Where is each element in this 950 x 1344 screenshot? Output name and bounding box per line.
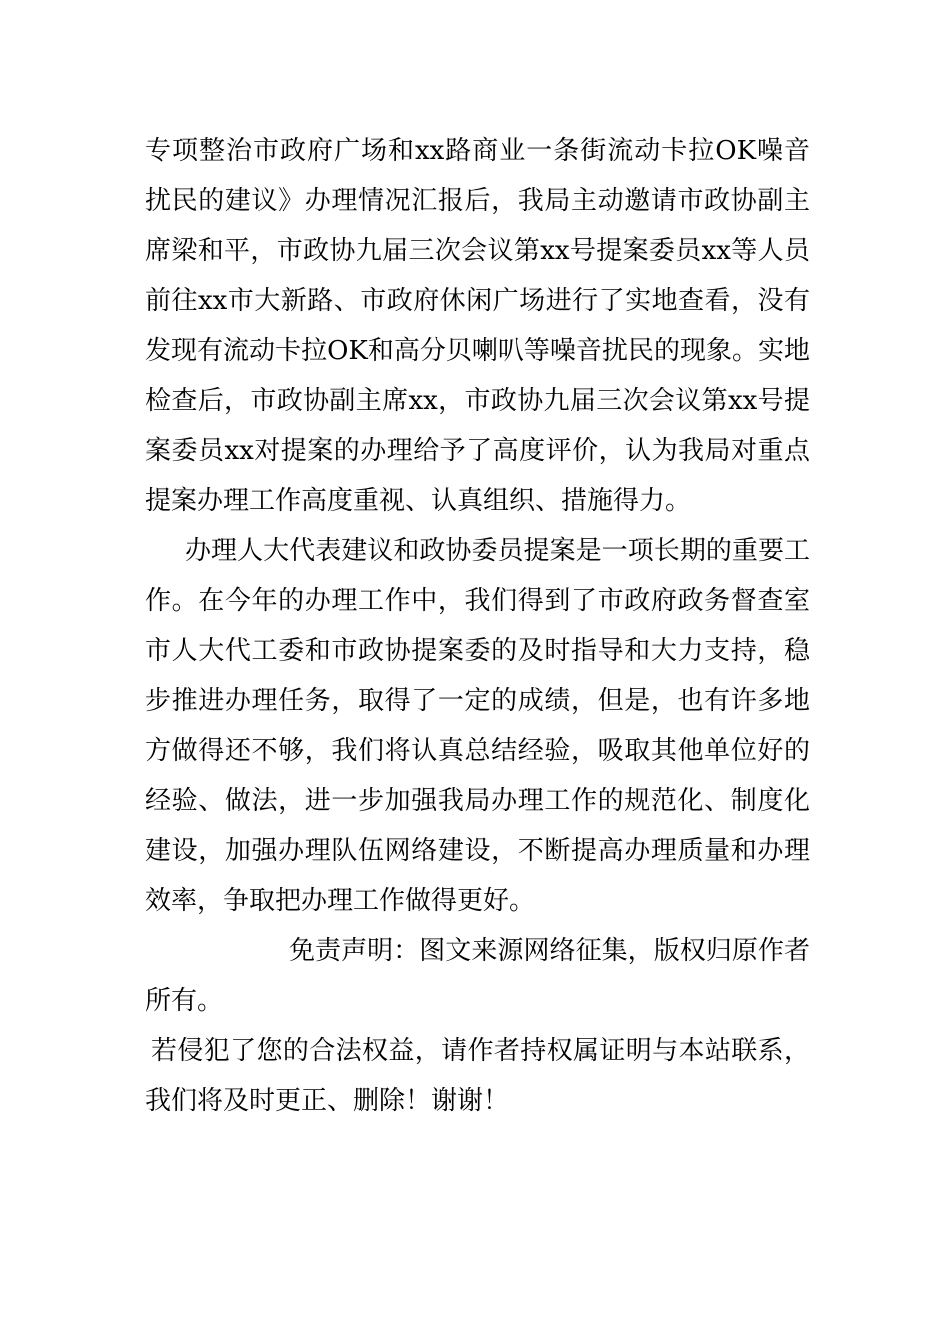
disclaimer-heading: 免责声明：图文来源网络征集，版权归原作者所有。 xyxy=(145,936,810,1016)
paragraph-work-summary: 办理人大代表建议和政协委员提案是一项长期的重要工作。在今年的办理工作中，我们得到了市政府政务督查室市人大代工委和市政协提案委的及时指导和大力支持，稳步推进办理任务，取得了一定的成绩，但是，也有许多地方做得还不够，我们将认真总结经验，吸取其他单位好的经验、做法，进一步加强我局办理工作的规范化、制度化建设，加强办理队伍网络建设，不断提高办理质量和办理效率，争取把办理工作做得更好。 xyxy=(145,536,810,916)
document-body xyxy=(145,126,810,1126)
paragraph-site-inspection: 专项整治市政府广场和xx路商业一条街流动卡拉OK噪音扰民的建议》办理情况汇报后，我局主动邀请市政协副主席梁和平，市政协九届三次会议第xx号提案委员xx等人员前往xx市大新路、市政府休闲广场进行了实地查看，没有发现有流动卡拉OK和高分贝喇叭等噪音扰民的现象。实地检查后，市政协副主席xx，市政协九届三次会议第xx号提案委员xx对提案的办理给予了高度评价，认为我局对重点提案办理工作高度重视、认真组织、措施得力。 xyxy=(145,136,810,516)
disclaimer-body: 若侵犯了您的合法权益，请作者持权属证明与本站联系，我们将及时更正、删除！谢谢！ xyxy=(145,1036,810,1116)
